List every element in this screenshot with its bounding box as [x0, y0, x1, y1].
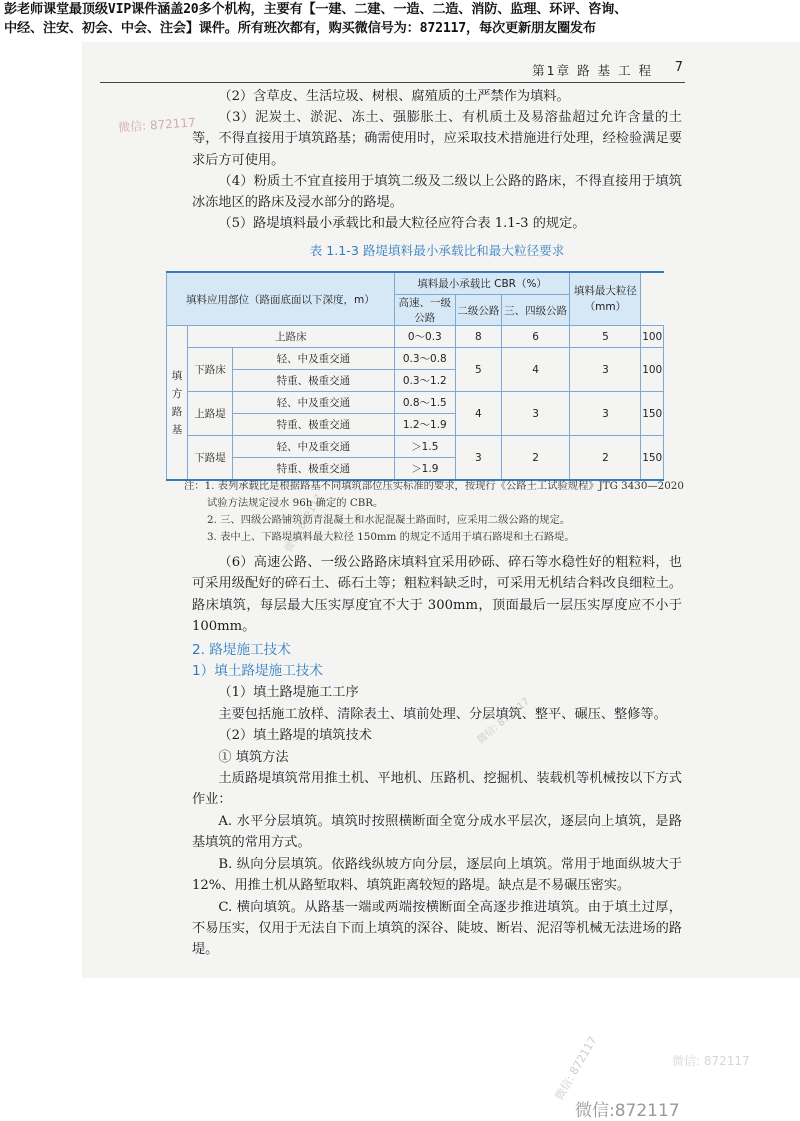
traffic-heavy: 特重、极重交通 — [233, 414, 395, 436]
chapter-title: 第1章 路 基 工 程 — [532, 63, 653, 78]
depth-cell: ＞1.9 — [394, 458, 455, 481]
value-cell: 2 — [501, 436, 570, 481]
watermark: 微信: 872117 — [283, 492, 326, 555]
watermark: 微信: 872117 — [117, 115, 197, 135]
traffic-light: 轻、中及重交通 — [233, 348, 395, 370]
top-paragraphs — [192, 86, 682, 266]
page-number: 7 — [674, 60, 683, 75]
section-heading: 2. 路堤施工技术 — [192, 641, 291, 658]
th-grade-2: 二级公路 — [455, 295, 501, 326]
group-char: 方 — [171, 387, 183, 400]
value-cell: 100 — [641, 348, 664, 392]
method-c: C. 横向填筑。从路基一端或两端按横断面全高逐步推进填筑。由于填土过厚，不易压实，仅用于无法自下而上填筑的深谷、陡坡、断岩、泥沼等机械无法进场的路堤。 — [192, 899, 682, 958]
value-cell: 150 — [641, 392, 664, 436]
th-application-part: 填料应用部位（路面底面以下深度，m） — [167, 272, 395, 326]
row-lower-bed: 下路床 — [188, 348, 233, 392]
value-cell: 5 — [455, 348, 501, 392]
depth-cell: 1.2～1.9 — [394, 414, 455, 436]
note-1: 注：1. 表列承载比是根据路基不同填筑部位压实标准的要求，按现行《公路土工试验规程》JTG 3430—2020 — [184, 480, 684, 492]
value-cell: 2 — [570, 436, 641, 481]
depth-cell: ＞1.5 — [394, 436, 455, 458]
group-char: 路 — [171, 405, 183, 418]
traffic-light: 轻、中及重交通 — [233, 436, 395, 458]
depth-cell: 0.3～0.8 — [394, 348, 455, 370]
method-intro: 土质路堤填筑常用推土机、平地机、压路机、挖掘机、装载机等机械按以下方式作业： — [192, 771, 682, 808]
depth-cell: 0.3～1.2 — [394, 370, 455, 392]
promo-line-1: 彭老师课堂最顶级VIP课件涵盖20多个机构，主要有【一建、二建、一造、二造、消防、监理、环评、咨询、 — [4, 2, 628, 17]
traffic-heavy: 特重、极重交通 — [233, 458, 395, 481]
note-3: 3. 表中上、下路堤填料最大粒径 150mm 的规定不适用于填石路堤和土石路堤。 — [207, 531, 575, 543]
value-cell: 100 — [641, 326, 664, 348]
step-1-text: 主要包括施工放样、清除表土、填前处理、分层填筑、整平、碾压、整修等。 — [218, 706, 667, 722]
table-notes — [184, 478, 684, 546]
value-cell: 8 — [455, 326, 501, 348]
promo-line-2: 中经、注安、初会、中会、注会】课件。所有班次都有，购买微信号为：872117，每次更新朋友圈发布 — [4, 21, 596, 36]
value-cell: 150 — [641, 436, 664, 481]
step-2-title: （2）填土路堤的填筑技术 — [218, 728, 372, 744]
note-1-cont: 试验方法规定浸水 96h 确定的 CBR。 — [207, 497, 384, 509]
value-cell: 3 — [455, 436, 501, 481]
method-a: A. 水平分层填筑。填筑时按照横断面全宽分成水平层次，逐层向上填筑，是路基填筑的常用方式。 — [192, 813, 682, 851]
table-caption: 表 1.1-3 路堤填料最小承载比和最大粒径要求 — [309, 243, 565, 259]
paragraph-2: （2）含草皮、生活垃圾、树根、腐殖质的土严禁作为填料。 — [218, 89, 570, 104]
running-header — [100, 60, 685, 83]
value-cell: 5 — [570, 326, 641, 348]
th-grade-3: 三、四级公路 — [501, 295, 570, 326]
traffic-heavy: 特重、极重交通 — [233, 370, 395, 392]
paragraph-3: （3）泥炭土、淤泥、冻土、强膨胀土、有机质土及易溶盐超过允许含量的土等，不得直接用于填筑路基；确需使用时，应采取技术措施进行处理，经检验满足要求后方可使用。 — [192, 110, 682, 168]
step-2a-title: ① 填筑方法 — [218, 749, 289, 765]
value-cell: 6 — [501, 326, 570, 348]
th-grade-1: 高速、一级公路 — [394, 295, 455, 326]
th-cbr: 填料最小承载比 CBR（%） — [394, 272, 570, 295]
promo-banner — [0, 0, 800, 42]
row-upper-bed: 上路床 — [188, 326, 395, 348]
table-wrapper — [166, 271, 664, 481]
method-b: B. 纵向分层填筑。依路线纵坡方向分层，逐层向上填筑。常用于地面纵坡大于 12%、用推土机从路堑取料、填筑距离较短的路堤。缺点是不易碾压密实。 — [192, 856, 682, 894]
group-fill-subgrade — [167, 326, 188, 481]
lower-section — [192, 552, 682, 961]
value-cell: 4 — [501, 348, 570, 392]
row-upper-emb: 上路堤 — [188, 392, 233, 436]
watermark: 微信:872117 — [575, 1101, 680, 1121]
watermark: 微信: 872117 — [475, 696, 532, 747]
paragraph-4: （4）粉质土不宜直接用于填筑二级及二级以上公路的路床，不得直接用于填筑冰冻地区的路床及浸水部分的路堤。 — [192, 173, 682, 211]
watermark: 微信: 872117 — [672, 1054, 750, 1068]
paragraph-6: （6）高速公路、一级公路路床填料宜采用砂砾、碎石等水稳性好的粗粒料，也可采用级配好的碎石土、砾石土等；粗粒料缺乏时，可采用无机结合料改良细粒土。路床填筑，每层最大压实厚度宜不大于 300mm，顶面最后一层压实厚度应不小于 100mm。 — [192, 555, 682, 635]
group-char: 基 — [171, 423, 183, 436]
th-max-size — [570, 272, 641, 326]
depth-cell: 0.8～1.5 — [394, 392, 455, 414]
step-1-title: （1）填土路堤施工工序 — [218, 685, 359, 701]
subsection-heading: 1）填土路堤施工技术 — [192, 663, 323, 680]
note-2: 2. 三、四级公路铺筑沥青混凝土和水泥混凝土路面时，应采用二级公路的规定。 — [207, 514, 571, 526]
value-cell: 3 — [501, 392, 570, 436]
row-lower-emb: 下路堤 — [188, 436, 233, 481]
th-max-size-l1: 填料最大粒径 — [573, 285, 637, 297]
fill-material-table — [166, 271, 664, 481]
th-max-size-l2: （mm） — [584, 301, 627, 313]
value-cell: 3 — [570, 348, 641, 392]
value-cell: 3 — [570, 392, 641, 436]
paragraph-5: （5）路堤填料最小承载比和最大粒径应符合表 1.1-3 的规定。 — [218, 216, 586, 232]
traffic-light: 轻、中及重交通 — [233, 392, 395, 414]
watermark: 微信: 872117 — [552, 1034, 600, 1103]
depth-cell: 0～0.3 — [394, 326, 455, 348]
group-char: 填 — [171, 369, 183, 382]
value-cell: 4 — [455, 392, 501, 436]
